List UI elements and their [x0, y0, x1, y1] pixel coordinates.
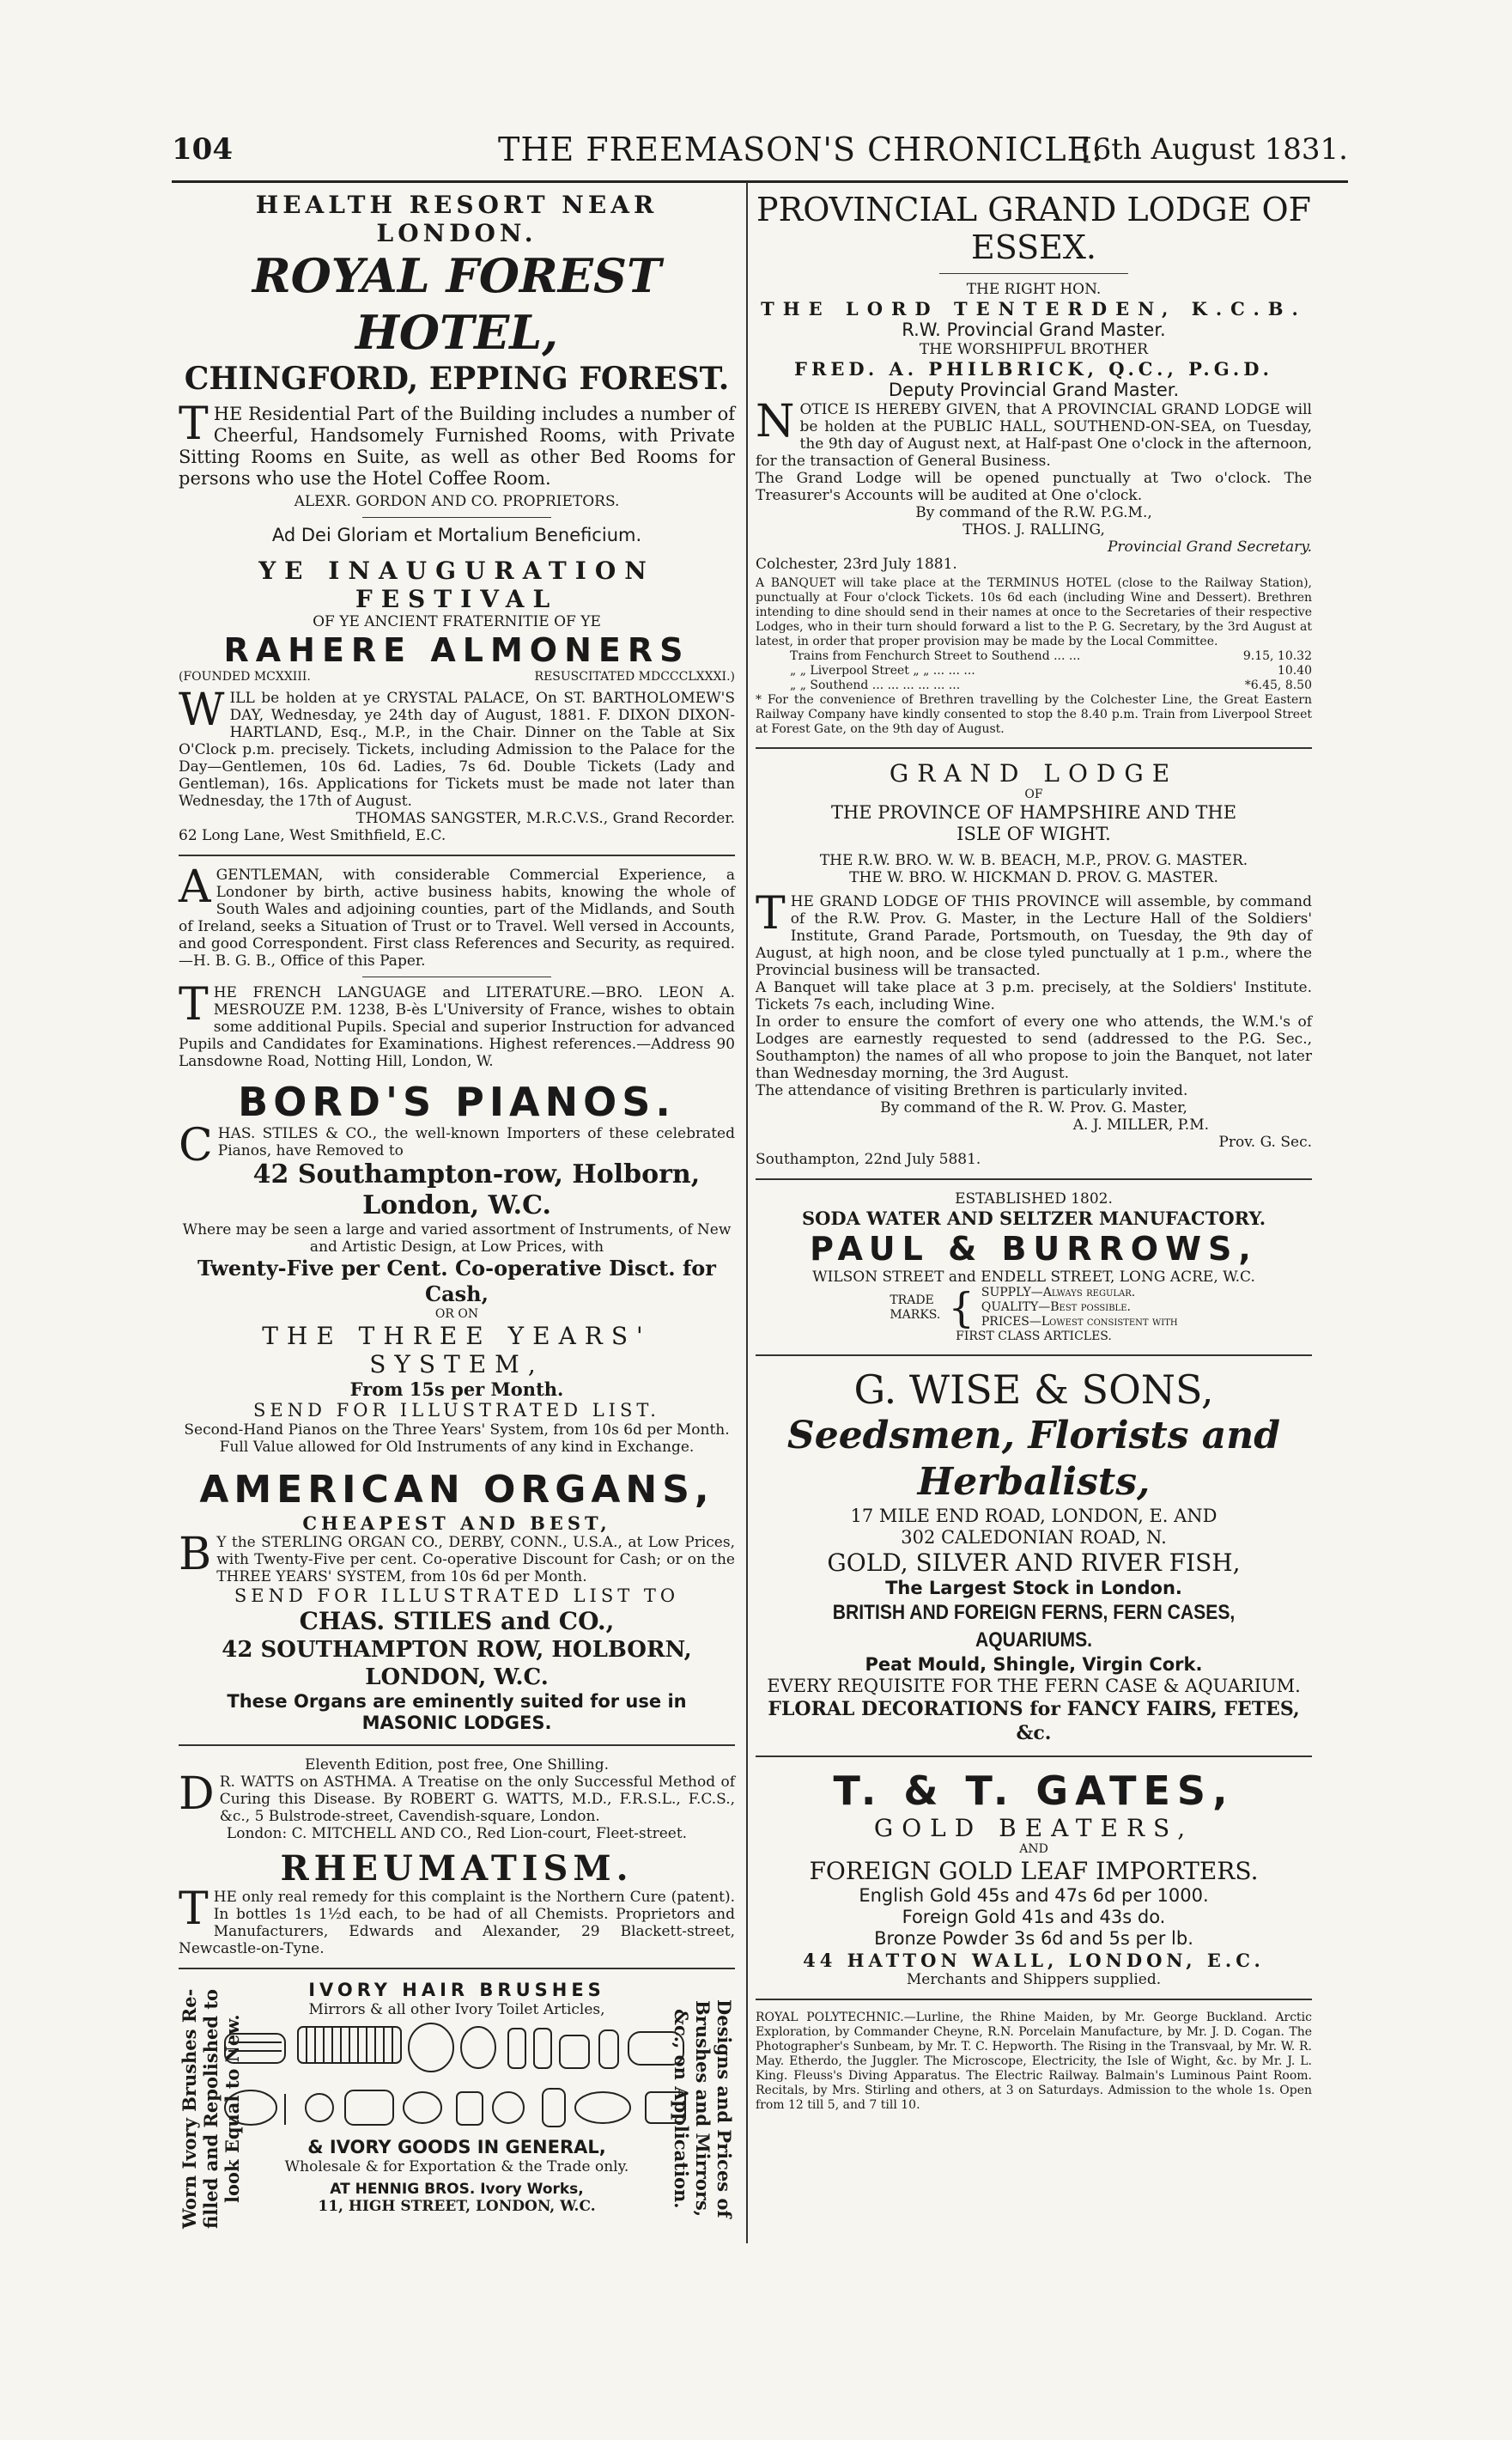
brush-icon: [575, 2092, 630, 2123]
asthma-pub: London: C. MITCHELL AND CO., Red Lion-court, Fleet-street.: [226, 1825, 688, 1842]
divider: [179, 1968, 735, 1969]
wise-ad: [756, 1366, 1312, 1745]
organs-title: AMERICAN ORGANS,: [199, 1468, 714, 1512]
hants-sign-role: Prov. G. Sec.: [1218, 1134, 1312, 1151]
tm-item: PRICES—Lowest consistent with: [981, 1315, 1178, 1329]
divider: [179, 1744, 735, 1746]
hants-body: HE GRAND LODGE OF THIS PROVINCE will assemble, by command of the R.W. Prov. G. Master, in the Lecture Hall of the Soldiers' Institute, Grand Parade, Portsmouth, on Tuesday, the 9th day of August, at high noon, and be close tyled punctually at 1 p.m., where the Provincial business will be transacted.: [756, 893, 1312, 979]
hants-line1: THE R.W. BRO. W. W. B. BEACH, M.P., PROV. G. MASTER.: [819, 852, 1248, 869]
toilet-articles-illustration: [216, 2018, 697, 2078]
wise-peat: Peat Mould, Shingle, Virgin Cork.: [865, 1654, 1203, 1675]
bords-from: From 15s per Month.: [349, 1378, 564, 1400]
asthma-edition: Eleventh Edition, post free, One Shilling.: [304, 1756, 610, 1774]
gates-title: T. & T. GATES,: [833, 1768, 1235, 1814]
box-icon: [345, 2090, 393, 2125]
hants-command: By command of the R. W. Prov. G. Master,: [880, 1099, 1187, 1117]
gates-line: Foreign Gold 41s and 43s do.: [902, 1907, 1166, 1927]
rheum-body: HE only real remedy for this complaint is the Northern Cure (patent). In bottles 1s 1½d each, to be had of all Chemists. Proprietors and Manufacturers, Edwards and Alexander, 29 Blackett-street, Newcastle-on-Tyne.: [179, 1889, 735, 1957]
tm-item: QUALITY—Best possible.: [981, 1300, 1131, 1314]
gates-imp: FOREIGN GOLD LEAF IMPORTERS.: [809, 1857, 1259, 1885]
rahere-title: YE INAUGURATION FESTIVAL: [258, 557, 655, 613]
wise-stock: The Largest Stock in London.: [885, 1578, 1182, 1598]
wise-floral: FLORAL DECORATIONS for FANCY FAIRS, FETES, &c.: [768, 1698, 1300, 1744]
divider: [756, 1354, 1312, 1356]
wise-addr2: 302 CALEDONIAN ROAD, N.: [901, 1527, 1167, 1548]
rahere-ad: [179, 525, 735, 844]
bords-system: THE THREE YEARS' SYSTEM,: [262, 1322, 652, 1378]
tm-item: SUPPLY—Always regular.: [981, 1286, 1136, 1299]
bottle-icon: [534, 2029, 551, 2068]
bords-address: 42 Southampton-row, Holborn, London, W.C.: [252, 1159, 701, 1220]
wise-ferns: BRITISH AND FOREIGN FERNS, FERN CASES, AQUARIUMS.: [832, 1601, 1236, 1652]
essex-worship: THE WORSHIPFUL BROTHER: [919, 341, 1149, 358]
hants-sign: A. J. MILLER, P.M.: [1072, 1117, 1209, 1134]
divider: [179, 855, 735, 856]
brace-icon: {: [948, 1283, 975, 1332]
ivory-firm: AT HENNIG BROS. Ivory Works,: [330, 2181, 584, 2198]
hotel-kicker: HEALTH RESORT NEAR LONDON.: [255, 191, 659, 247]
rahere-motto: Ad Dei Gloriam et Mortalium Beneficium.: [271, 525, 642, 545]
asthma-ad: [179, 1756, 735, 1842]
polytechnic-ad: ROYAL POLYTECHNIC.—Lurline, the Rhine Maiden, by Mr. George Buckland. Arctic Exploration, by Commander Cheyne, R.N. Porcelain Manufacture, by Mr. J. D. Cogan. The Photographer's Sunbeam, by Mr. T. C. Hepworth. The Rising in the Transvaal, by Mr. W. R. May. Etherdo, the Juggler. The Microscope, Electricity, the Isle of Wight, &c. by Mr. J. L. King. Fleuss's Diving Apparatus. The Electric Railway. Balmain's Luminous Paint Room. Recitals, by Mrs. Stirling and others, at 3 on Saturdays. Admission to the whole 1s. Open from 12 till 5, and 7 till 10.: [756, 2011, 1312, 2112]
soda-ad: [756, 1190, 1312, 1344]
page-number: 104: [172, 132, 233, 167]
train-row: [756, 664, 1312, 678]
mirror-icon: [493, 2092, 524, 2123]
wise-addr1: 17 MILE END ROAD, LONDON, E. AND: [850, 1506, 1217, 1526]
wise-title: G. WISE & SONS,: [853, 1366, 1214, 1413]
train-time: 10.40: [1277, 664, 1312, 678]
rheum-title: RHEUMATISM.: [280, 1848, 634, 1889]
gates-line: English Gold 45s and 47s 6d per 1000.: [859, 1885, 1209, 1906]
brush-icon: [225, 2090, 276, 2125]
ivory-side-right: Designs and Prices of Brushes and Mirrors, &c., on Application.: [671, 1999, 735, 2218]
hants-title: GRAND LODGE: [889, 759, 1179, 788]
soda-est: ESTABLISHED 1802.: [955, 1190, 1113, 1208]
issue-date: [6th August 1831.: [1081, 132, 1348, 167]
divider: [756, 747, 1312, 749]
gentleman-ad: [179, 861, 735, 970]
french-body: HE FRENCH LANGUAGE and LITERATURE.—BRO. LEON A. MESROUZE P.M. 1238, B-ès L'University of France, wishes to obtain some additional Pupils. Special and superior Instruction for advanced Pupils and Candidates for Examinations. Highest references.—Address 90 Lansdowne Road, Notting Hill, London, W.: [179, 984, 735, 1070]
rahere-sign: THOMAS SANGSTER, M.R.C.V.S., Grand Recorder.: [355, 810, 735, 827]
rahere-founded: (FOUNDED MCXXIII.: [179, 670, 311, 684]
essex-place: Colchester, 23rd July 1881.: [756, 556, 957, 573]
hants-of: OF: [1024, 788, 1043, 801]
essex-body: OTICE IS HEREBY GIVEN, that A PROVINCIAL GRAND LODGE will be holden at the PUBLIC HALL, SOUTHEND-ON-SEA, on Tuesday, the 9th day of August next, at Half-past One o'clock in the afternoon, for the transaction of General Business.: [756, 401, 1312, 470]
mirror-icon: [461, 2027, 495, 2068]
dropcap: D: [179, 1768, 215, 1820]
organs-suited: These Organs are eminently suited for use in: [227, 1691, 687, 1712]
essex-banquet: A BANQUET will take place at the TERMINUS HOTEL (close to the Railway Station), punctually at Four o'clock Tickets. 10s 6d each (including Wine and Dessert). Brethren intending to dine should send in their names at once to the Secretaries of their respective Lodges, who in their turn should forward a list to the P. G. Secretary, by the 3rd August at latest, in order that proper provision may be made by the Local Committee.: [756, 576, 1312, 648]
dropcap: T: [179, 979, 209, 1031]
bords-send: SEND FOR ILLUSTRATED LIST.: [253, 1400, 660, 1421]
rahere-addr: 62 Long Lane, West Smithfield, E.C.: [179, 827, 446, 844]
gates-line: Bronze Powder 3s 6d and 5s per lb.: [874, 1928, 1193, 1949]
brush-icon: [404, 2092, 441, 2123]
bottle-icon: [543, 2089, 565, 2127]
right-column: [756, 191, 1312, 2113]
bords-second: Second-Hand Pianos on the Three Years' System, from 10s 6d per Month.: [184, 1421, 730, 1439]
rahere-name: RAHERE ALMONERS: [223, 631, 690, 669]
train-label: „ „ Southend ... ... ... ... ... ...: [790, 678, 961, 692]
mirror-icon: [306, 2094, 333, 2121]
gates-addr: 44 HATTON WALL, LONDON, E.C.: [803, 1950, 1265, 1971]
soda-title: SODA WATER AND SELTZER MANUFACTORY.: [801, 1208, 1266, 1229]
train-time: *6.45, 8.50: [1244, 678, 1312, 692]
train-row: [756, 678, 1312, 693]
hand-mirror-icon: [409, 2023, 453, 2072]
wise-fish: GOLD, SILVER AND RIVER FISH,: [827, 1549, 1241, 1577]
bords-full: Full Value allowed for Old Instruments of any kind in Exchange.: [219, 1439, 695, 1456]
train-label: Trains from Fenchurch Street to Southend ... ...: [790, 649, 1081, 663]
bords-or: OR ON: [434, 1307, 479, 1321]
dropcap: T: [179, 1883, 209, 1935]
soda-firm: PAUL & BURROWS,: [810, 1230, 1258, 1268]
bords-intro: HAS. STILES & CO., the well-known Importers of these celebrated Pianos, have Removed to: [217, 1125, 735, 1159]
hotel-sign: ALEXR. GORDON AND CO. PROPRIETORS.: [294, 493, 620, 510]
organs-lodges: MASONIC LODGES.: [361, 1713, 552, 1733]
hants-sub1: THE PROVINCE OF HAMPSHIRE AND THE: [830, 802, 1237, 823]
wise-every: EVERY REQUISITE FOR THE FERN CASE & AQUARIUM.: [767, 1676, 1301, 1696]
tm-left: TRADE MARKS.: [890, 1293, 941, 1322]
essex-sign-role: Provincial Grand Secretary.: [1107, 539, 1312, 556]
essex-note: * For the convenience of Brethren travelling by the Colchester Line, the Great Eastern Railway Company have kindly consented to stop the 8.40 p.m. Train from Liverpool Street at Forest Gate, on the 9th day of August.: [756, 693, 1312, 736]
box-icon: [560, 2035, 589, 2068]
soda-street: WILSON STREET and ENDELL STREET, LONG ACRE, W.C.: [812, 1269, 1255, 1286]
hants-banquet: A Banquet will take place at 3 p.m. precisely, at the Soldiers' Institute. Tickets 7s each, including Wine.: [756, 979, 1312, 1013]
hotel-body: HE Residential Part of the Building includes a number of Cheerful, Handsomely Furnished Rooms, with Private Sitting Rooms en Suite, as well as other Bed Rooms for persons who use the Hotel Coffee Room.: [179, 404, 735, 489]
left-column: [179, 191, 735, 2237]
essex-body2: The Grand Lodge will be opened punctually at Two o'clock. The Treasurer's Accounts will be audited at One o'clock.: [756, 470, 1312, 504]
box-icon: [646, 2092, 685, 2123]
tm-item: FIRST CLASS ARTICLES.: [956, 1330, 1112, 1343]
bords-where: Where may be seen a large and varied assortment of Instruments, of New and Artistic Design, at Low Prices, with: [182, 1221, 732, 1256]
brush-icon: [628, 2032, 683, 2065]
newspaper-title: THE FREEMASON'S CHRONICLE.: [498, 131, 1103, 168]
organs-sub: CHEAPEST AND BEST,: [302, 1512, 611, 1534]
organs-address: 42 SOUTHAMPTON ROW, HOLBORN, LONDON, W.C.: [222, 1637, 692, 1690]
essex-rw: R.W. Provincial Grand Master.: [902, 319, 1166, 340]
organs-firm: CHAS. STILES and CO.,: [299, 1607, 615, 1635]
hotel-place: CHINGFORD, EPPING FOREST.: [184, 361, 730, 397]
bottle-icon: [508, 2029, 525, 2068]
ivory-sub: Mirrors & all other Ivory Toilet Articles,: [308, 2001, 605, 2018]
header-rule: [172, 180, 1348, 183]
asthma-body: R. WATTS on ASTHMA. A Treatise on the only Successful Method of Curing this Disease. By ROBERT G. WATTS, M.D., F.R.S.L., F.C.S., &c., 5 Bulstrode-street, Cavendish-square, London.: [219, 1774, 735, 1825]
gentleman-body: GENTLEMAN, with considerable Commercial Experience, a Londoner by birth, active business habits, knowing the whole of South Wales and adjoining counties, part of the Midlands, and South of Ireland, seeks a Situation of Trust or to Travel. Well versed in Accounts, and good Correspondent. First class References and Security, as required.—H. B. G. B., Office of this Paper.: [179, 867, 735, 970]
jar-icon: [457, 2092, 483, 2125]
hants-notice: [756, 759, 1312, 1168]
trade-marks: [756, 1283, 1312, 1332]
page-header: [172, 127, 1348, 179]
essex-lord: THE LORD TENTERDEN, K.C.B.: [761, 298, 1307, 319]
essex-title: PROVINCIAL GRAND LODGE OF ESSEX.: [756, 191, 1311, 266]
hants-order: In order to ensure the comfort of every one who attends, the W.M.'s of Lodges are earnestly requested to send (addressed to the P.G. Sec., Southampton) the names of all who propose to join the Banquet, not later than Wednesday morning, the 3rd August.: [756, 1013, 1312, 1082]
train-time: 9.15, 10.32: [1242, 649, 1312, 663]
divider: [362, 517, 551, 518]
organs-send: SEND FOR ILLUSTRATED LIST TO: [234, 1585, 680, 1606]
divider: [756, 1755, 1312, 1757]
dropcap: C: [179, 1120, 213, 1171]
hants-attend: The attendance of visiting Brethren is particularly invited.: [756, 1082, 1188, 1099]
bords-ad: [179, 1079, 735, 1456]
essex-command: By command of the R.W. P.G.M.,: [915, 504, 1152, 521]
hants-line2: THE W. BRO. W. HICKMAN D. PROV. G. MASTER.: [849, 869, 1218, 886]
divider: [756, 1999, 1312, 2000]
ivory-ad: [179, 1980, 735, 2237]
essex-notice: [756, 191, 1312, 737]
rheum-ad: [179, 1849, 735, 1957]
dropcap: W: [179, 685, 225, 736]
wise-sub: Seedsmen, Florists and Herbalists,: [786, 1414, 1281, 1504]
hants-sub2: ISLE OF WIGHT.: [956, 824, 1111, 844]
divider: [939, 273, 1128, 274]
dropcap: B: [179, 1529, 212, 1580]
ivory-side-left: Worn Ivory Brushes Re-filled and Repolished to look Equal to New.: [179, 1988, 243, 2229]
organs-ad: [179, 1468, 735, 1734]
ivory-goods-illustration: [216, 2082, 697, 2133]
column-divider: [746, 182, 748, 2243]
rahere-body: ILL be holden at ye CRYSTAL PALACE, On ST. BARTHOLOMEW'S DAY, Wednesday, ye 24th day of August, 1881. F. DIXON DIXON-HARTLAND, Esq., M.P., in the Chair. Dinner on the Table at Six O'Clock p.m. precisely. Tickets, including Admission to the Palace for the Day—Gentlemen, 10s 6d. Ladies, 7s 6d. Double Tickets (Lady and Gentleman), 16s. Applications for Tickets must be made not later than Wednesday, the 17th of August.: [179, 690, 735, 810]
gates-and: AND: [1019, 1842, 1048, 1856]
hotel-name: ROYAL FOREST HOTEL,: [252, 248, 662, 360]
gates-merch: Merchants and Shippers supplied.: [906, 1971, 1162, 1988]
brush-icon: [225, 2034, 285, 2063]
dropcap: N: [756, 396, 795, 447]
organs-body: Y the STERLING ORGAN CO., DERBY, CONN., U.S.A., at Low Prices, with Twenty-Five per cent. Co-operative Discount for Cash; or on the THREE YEARS' SYSTEM, from 10s 6d per Month.: [216, 1534, 735, 1585]
divider: [756, 1178, 1312, 1180]
rahere-resus: RESUSCITATED MDCCCLXXXI.): [534, 670, 735, 684]
essex-sign: THOS. J. RALLING,: [962, 521, 1105, 539]
ivory-mid: & IVORY GOODS IN GENERAL,: [307, 2137, 606, 2157]
french-ad: [179, 979, 735, 1070]
essex-right-hon: THE RIGHT HON.: [966, 281, 1102, 298]
rahere-sub: OF YE ANCIENT FRATERNITIE OF YE: [313, 613, 601, 630]
hants-place: Southampton, 22nd July 5881.: [756, 1151, 981, 1168]
bords-disc: Twenty-Five per Cent. Co-operative Disct. for Cash,: [197, 1256, 716, 1306]
bords-title: BORD'S PIANOS.: [238, 1079, 676, 1125]
gates-sub: GOLD BEATERS,: [873, 1814, 1194, 1842]
dropcap: T: [756, 888, 786, 940]
essex-deputy: Deputy Provincial Grand Master.: [888, 380, 1180, 400]
dropcap: A: [179, 861, 211, 913]
ivory-trade: Wholesale & for Exportation & the Trade only.: [284, 2158, 629, 2175]
gates-ad: [756, 1768, 1312, 1988]
ivory-address: 11, HIGH STREET, LONDON, W.C.: [318, 2198, 596, 2215]
jar-icon: [599, 2030, 618, 2068]
train-row: [756, 649, 1312, 664]
dropcap: T: [179, 399, 209, 450]
train-label: „ „ Liverpool Street „ „ ... ... ...: [790, 664, 975, 678]
ivory-title: IVORY HAIR BRUSHES: [308, 1980, 605, 2000]
hotel-ad: [179, 191, 735, 510]
essex-fred: FRED. A. PHILBRICK, Q.C., P.G.D.: [794, 358, 1273, 380]
